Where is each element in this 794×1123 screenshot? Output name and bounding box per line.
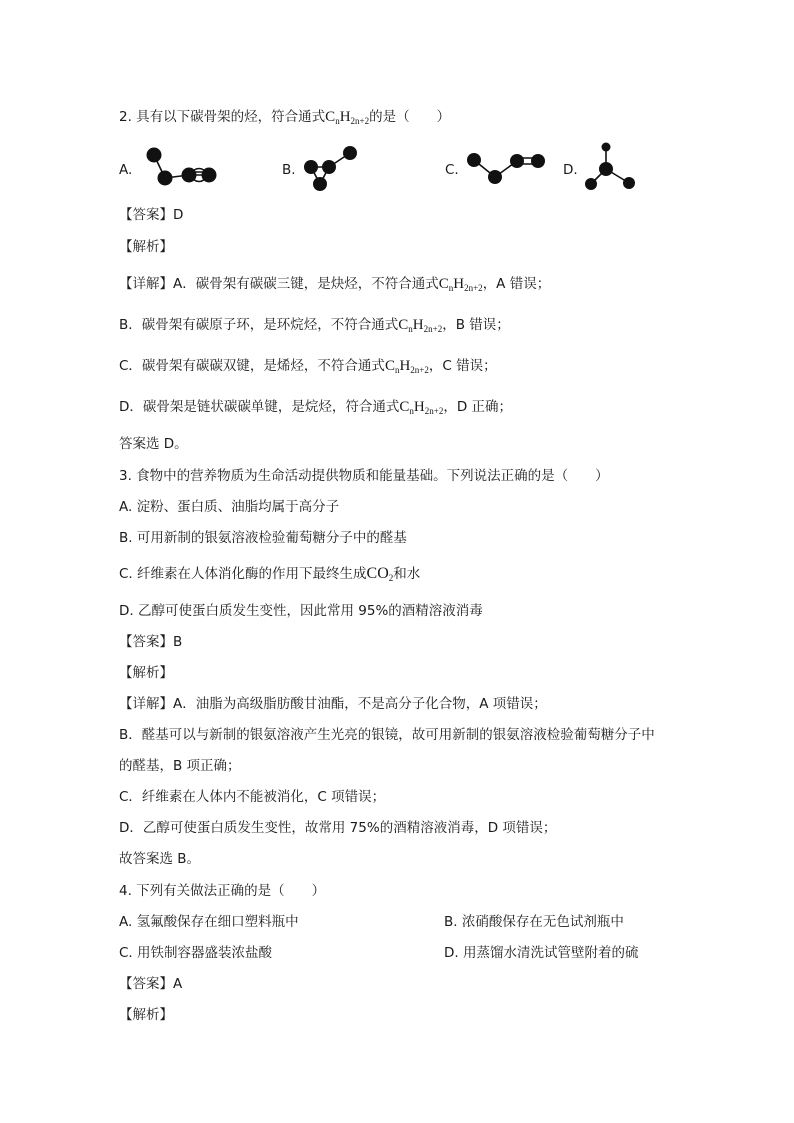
q3-option-d: D. 乙醇可使蛋白质发生变性，因此常用 95%的酒精溶液消毒 bbox=[119, 603, 483, 619]
q4-option-a: A. 氢氟酸保存在细口塑料瓶中 bbox=[119, 914, 299, 930]
formula: $C_nH_{2n+2}$ bbox=[325, 109, 370, 126]
q2-analysis-heading: 【解析】 bbox=[119, 239, 173, 255]
q2-detail-c: C．碳骨架有碳碳双键，是烯烃，不符合通式$C_nH_{2n+2}$，C 错误； bbox=[119, 358, 497, 375]
q2-detail-b: B．碳骨架有碳原子环，是环烷烃，不符合通式$C_nH_{2n+2}$，B 错误； bbox=[119, 317, 510, 334]
q3-detail-b: B．醛基可以与新制的银氨溶液产生光亮的银镜，故可用新制的银氨溶液检验葡萄糖分子中 bbox=[119, 727, 655, 743]
q4-answer: 【答案】A bbox=[119, 976, 183, 992]
q3-stem: 3. 食物中的营养物质为生命活动提供物质和能量基础。下列说法正确的是（ ） bbox=[119, 468, 609, 484]
q4-option-d: D. 用蒸馏水清洗试管壁附着的硫 bbox=[444, 945, 639, 961]
q2-detail-a: 【详解】A．碳骨架有碳碳三键，是炔烃，不符合通式$C_nH_{2n+2}$，A 错误； bbox=[119, 276, 551, 293]
q3-detail-b-cont: 的醛基，B 项正确； bbox=[119, 758, 241, 774]
q2-final: 答案选 D。 bbox=[119, 436, 188, 452]
carbon-skeleton-d-diagram bbox=[578, 138, 643, 198]
q4-analysis-heading: 【解析】 bbox=[119, 1007, 173, 1023]
q2-answer: 【答案】D bbox=[119, 207, 184, 223]
q3-answer: 【答案】B bbox=[119, 634, 183, 650]
q2-stem bbox=[119, 108, 450, 130]
q3-option-b: B. 可用新制的银氨溶液检验葡萄糖分子中的醛基 bbox=[119, 530, 407, 546]
q4-option-b: B. 浓硝酸保存在无色试剂瓶中 bbox=[444, 914, 624, 930]
q2-option-a-label: A. bbox=[119, 162, 133, 178]
q2-option-b-label: B. bbox=[282, 162, 296, 178]
carbon-skeleton-c-diagram bbox=[460, 143, 550, 188]
q2-detail-d: D．碳骨架是链状碳碳单键，是烷烃，符合通式$C_nH_{2n+2}$，D 正确； bbox=[119, 399, 513, 416]
q2-stem-text: 2. 具有以下碳骨架的烃，符合通式 bbox=[119, 109, 326, 125]
q3-analysis-heading: 【解析】 bbox=[119, 665, 173, 681]
carbon-skeleton-a-diagram bbox=[142, 142, 222, 192]
q2-stem-end: 的是（ ） bbox=[369, 109, 451, 125]
q4-stem: 4. 下列有关做法正确的是（ ） bbox=[119, 883, 326, 899]
q2-option-c-label: C. bbox=[445, 162, 459, 178]
q3-detail-c: C．纤维素在人体内不能被消化，C 项错误； bbox=[119, 789, 386, 805]
carbon-skeleton-b-diagram bbox=[298, 142, 368, 197]
q2-option-d-label: D. bbox=[563, 162, 578, 178]
q3-option-a: A. 淀粉、蛋白质、油脂均属于高分子 bbox=[119, 499, 340, 515]
q4-option-c: C. 用铁制容器盛装浓盐酸 bbox=[119, 945, 273, 961]
q3-detail-d: D．乙醇可使蛋白质发生变性，故常用 75%的酒精溶液消毒，D 项错误； bbox=[119, 820, 557, 836]
q3-detail-a: 【详解】A．油脂为高级脂肪酸甘油酯，不是高分子化合物，A 项错误； bbox=[119, 696, 547, 712]
q3-option-c: C. 纤维素在人体消化酶的作用下最终生成$CO_2$和水 bbox=[119, 565, 421, 583]
q3-final: 故答案选 B。 bbox=[119, 851, 201, 867]
